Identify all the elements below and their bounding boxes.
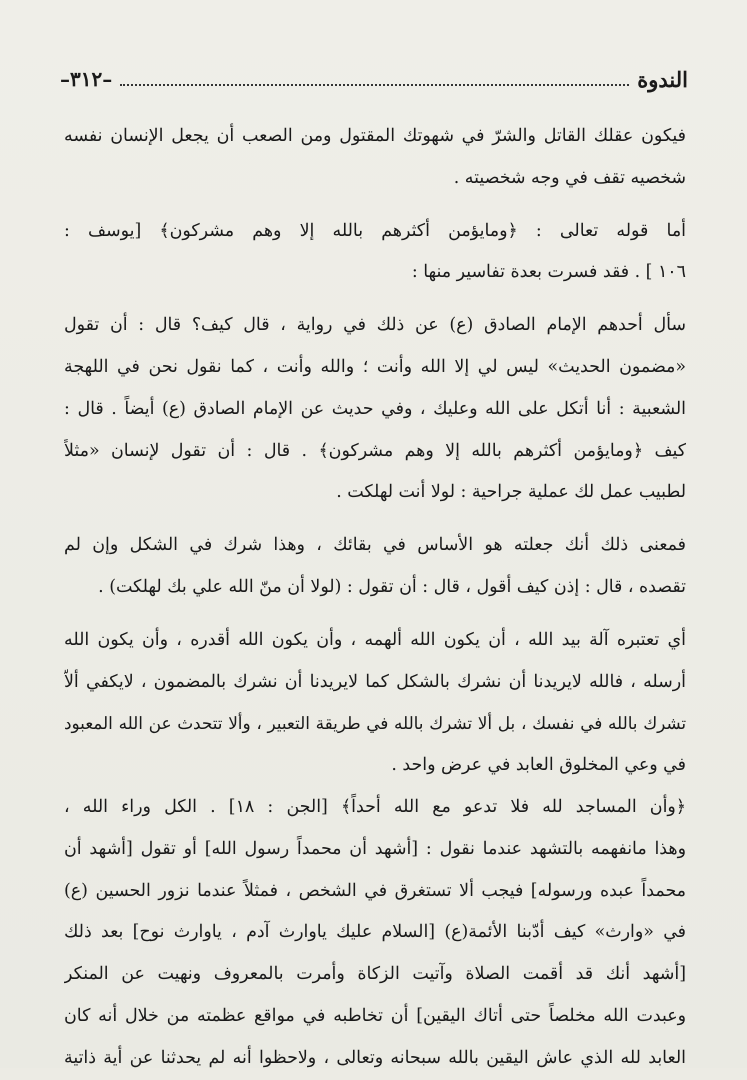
body-text [64,116,686,1080]
paragraph-gap [64,200,686,211]
page-header [60,62,688,96]
text-line: العابد لله الذي عاش اليقين بالله سبحانه وتعالى ، ولاحظوا أنه لم يحدثنا عن أية ذاتية [64,1047,686,1068]
text-line: فمعنى ذلك أنك جعلته هو الأساس في بقائك ، وهذا شرك في الشكل وإن لم [64,535,686,556]
text-line: «مضمون الحديث» ليس لي إلا الله وأنت ؛ والله وأنت ، كما نقول نحن في اللهجة [64,356,686,377]
text-line: في وعي المخلوق العابد في عرض واحد . [391,755,686,776]
text-line: سأل أحدهم الإمام الصادق (ع) عن ذلك في رواية ، قال كيف؟ قال : أن تقول [64,315,686,336]
text-line: لطبيب عمل لك عملية جراحية : لولا أنت لهلكت . [336,482,686,503]
text-line: تقصده ، قال : إذن كيف أقول ، قال : أن تقول : (لولا أن منّ الله علي بك لهلكت) . [98,576,686,597]
paragraph-gap [64,514,686,525]
text-line: ١٠٦ ] . فقد فسرت بعدة تفاسير منها : [411,262,686,283]
running-title: الندوة [637,66,688,92]
paragraph-gap [64,609,686,620]
text-line: [أشهد أنك قد أقمت الصلاة وآتيت الزكاة وأمرت بالمعروف ونهيت عن المنكر [64,964,686,985]
text-line: محمداً عبده ورسوله] فيجب ألا تستغرق في الشخص ، فمثلاً عندما نزور الحسين (ع) [64,880,686,901]
text-line: ﴿وأن المساجد لله فلا تدعو مع الله أحداً﴾ [الجن : ١٨] . الكل وراء الله ، [64,796,686,817]
text-line: كيف ﴿ومايؤمن أكثرهم بالله إلا وهم مشركون﴾ . قال : أن تقول لإنسان «مثلاً [64,440,686,461]
text-line: وعبدت الله مخلصاً حتى أتاك اليقين] أن تخاطبه في مواقع عظمته من خلال أنه كان [64,1005,686,1026]
text-line: تشرك بالله في نفسك ، بل ألا تشرك بالله في طريقة التعبير ، وألا تتحدث عن الله المعبود [64,713,686,734]
text-line: أما قوله تعالى : ﴿ومايؤمن أكثرهم بالله إلا وهم مشركون﴾ [يوسف : [64,220,686,241]
text-line: أرسله ، فالله لايريدنا أن نشرك بالشكل كما لايريدنا أن نشرك بالمضمون ، لايكفي ألاّ [64,671,686,692]
text-line: وهذا مانفهمه بالتشهد عندما نقول : [أشهد أن محمداً رسول الله] أو تقول [أشهد أن [64,838,686,859]
text-line: أي تعتبره آلة بيد الله ، أن يكون الله ألهمه ، وأن يكون الله أقدره ، وأن يكون الله [64,629,686,650]
paragraph-gap [64,294,686,305]
text-line: الشعبية : أنا أتكل على الله وعليك ، وفي حديث عن الإمام الصادق (ع) أيضاً . قال : [64,398,686,419]
text-line: في «وارث» كيف أدّبنا الأئمة(ع) [السلام عليك ياوارث آدم ، ياوارث نوح] بعد ذلك [64,922,686,943]
text-line: شخصيه تقف في وجه شخصيته . [453,167,686,188]
page-number: –٣١٢– [60,67,113,91]
text-line: فيكون عقلك القاتل والشرّ في شهوتك المقتول ومن الصعب أن يجعل الإنسان نفسه [64,126,686,146]
header-dotted-leader [120,72,629,86]
